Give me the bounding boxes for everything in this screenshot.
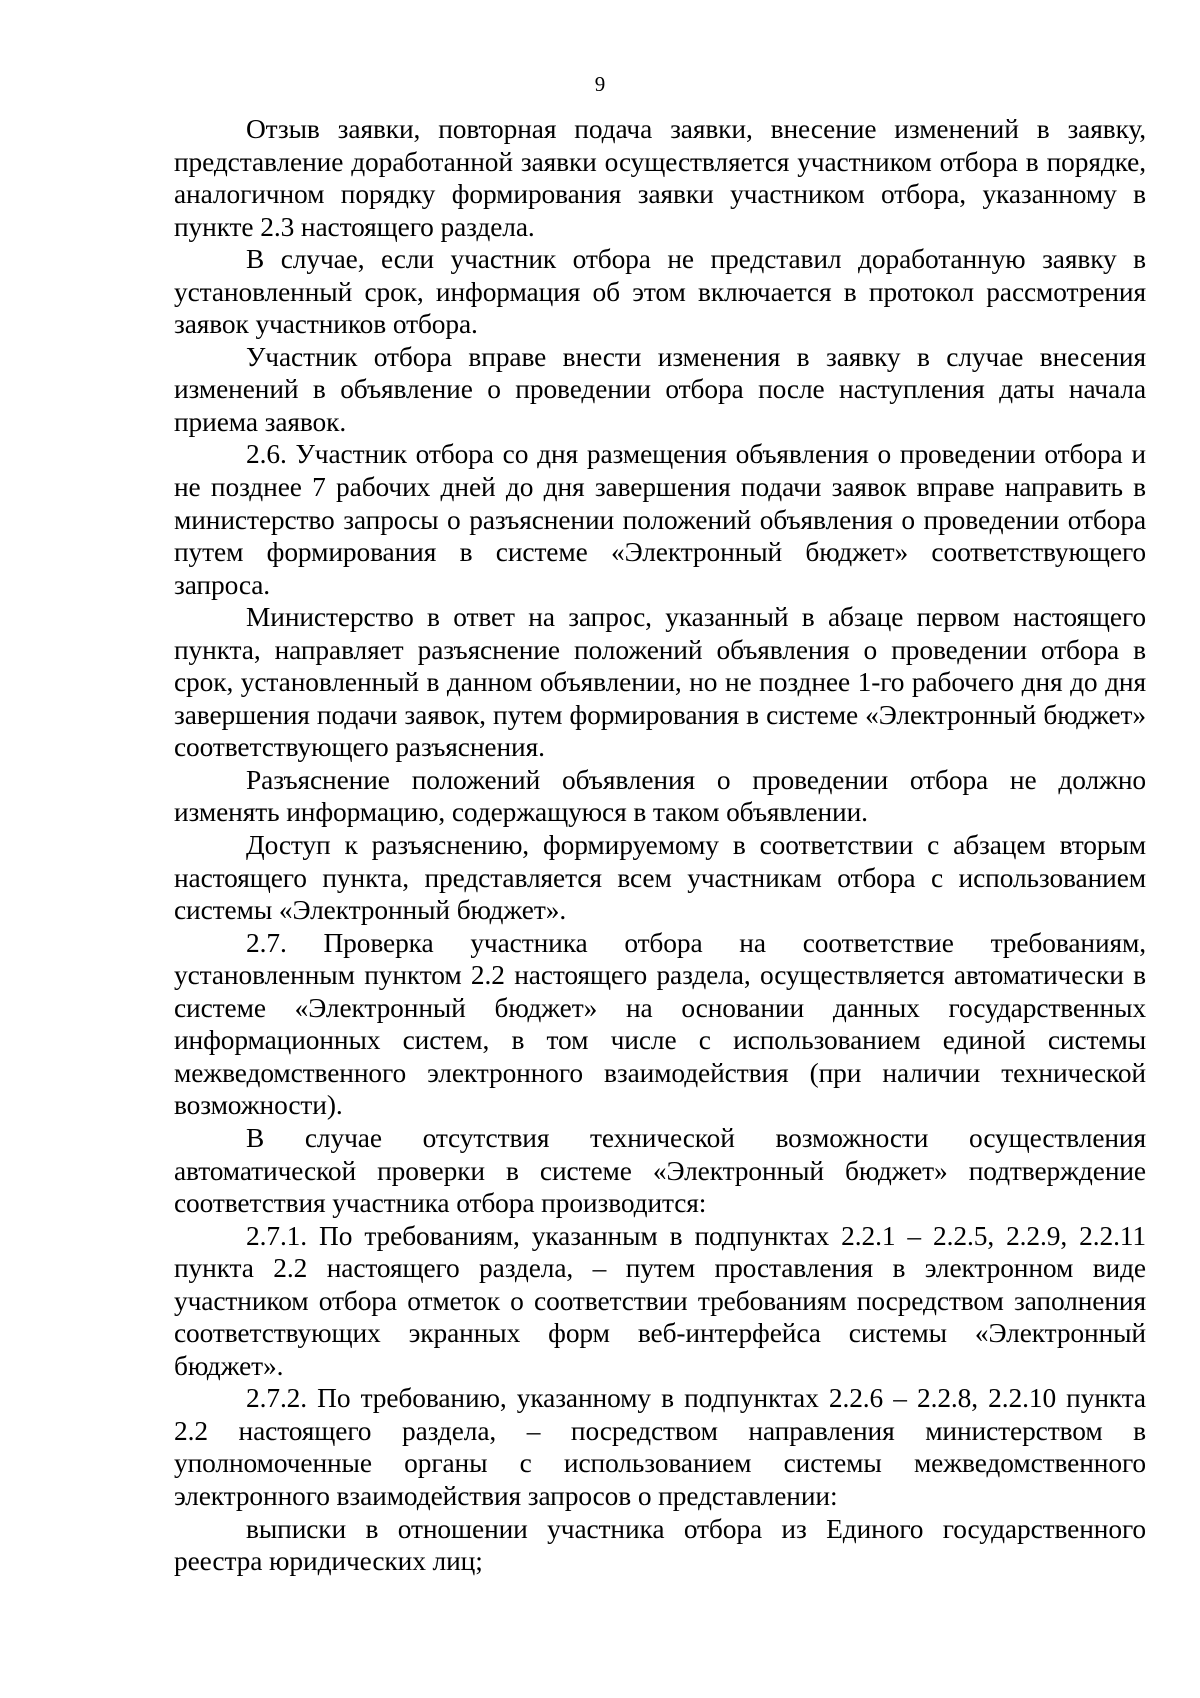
paragraph-clause-2-7: 2.7. Проверка участника отбора на соответствие требованиям, установленным пунктом 2.2 настоящего раздела, осуществляется автоматически в системе «Электронный бюджет» на основании данных государственных информационных систем, в том числе с использованием единой системы межведомственного электронного взаимодействия (при наличии технической возможности). <box>174 927 1146 1121</box>
paragraph-clause-2-7-1: 2.7.1. По требованиям, указанным в подпунктах 2.2.1 – 2.2.5, 2.2.9, 2.2.11 пункта 2.2 настоящего раздела, – путем проставления в электронном виде участником отбора отметок о соответствии требованиям посредством заполнения соответствующих экранных форм веб-интерфейса системы «Электронный бюджет». <box>174 1220 1146 1381</box>
paragraph-changes-after-announcement: Участник отбора вправе внести изменения в заявку в случае внесения изменений в объявление о проведении отбора после наступления даты начала приема заявок. <box>174 341 1146 437</box>
document-body <box>174 113 1146 1578</box>
page-number: 9 <box>594 72 606 96</box>
paragraph-missing-revised-application: В случае, если участник отбора не представил доработанную заявку в установленный срок, информация об этом включается в протокол рассмотрения заявок участников отбора. <box>174 244 1146 340</box>
paragraph-clause-2-6: 2.6. Участник отбора со дня размещения объявления о проведении отбора и не позднее 7 рабочих дней до дня завершения подачи заявок вправе направить в министерство запросы о разъяснении положений объявления о проведении отбора путем формирования в системе «Электронный бюджет» соответствующего запроса. <box>174 439 1146 600</box>
paragraph-clause-2-7-2: 2.7.2. По требованию, указанному в подпунктах 2.2.6 – 2.2.8, 2.2.10 пункта 2.2 настоящего раздела, – посредством направления министерством в уполномоченные органы с использованием системы межведомственного электронного взаимодействия запросов о представлении: <box>174 1383 1146 1511</box>
paragraph-no-automatic-check: В случае отсутствия технической возможности осуществления автоматической проверки в системе «Электронный бюджет» подтверждение соответствия участника отбора производится: <box>174 1122 1146 1219</box>
paragraph-withdrawal-of-application: Отзыв заявки, повторная подача заявки, внесение изменений в заявку, представление доработанной заявки осуществляется участником отбора в порядке, аналогичном порядку формирования заявки участником отбора, указанному в пункте 2.3 настоящего раздела. <box>174 114 1146 242</box>
paragraph-egrul-extract: выписки в отношении участника отбора из Единого государственного реестра юридических лиц; <box>174 1513 1146 1577</box>
paragraph-ministry-response: Министерство в ответ на запрос, указанный в абзаце первом настоящего пункта, направляет разъяснение положений объявления о проведении отбора в срок, установленный в данном объявлении, но не позднее 1-го рабочего дня до дня завершения подачи заявок, путем формирования в системе «Электронный бюджет» соответствующего разъяснения. <box>174 602 1146 763</box>
paragraph-clarification-access: Доступ к разъяснению, формируемому в соответствии с абзацем вторым настоящего пункта, представляется всем участникам отбора с использованием системы «Электронный бюджет». <box>174 830 1146 926</box>
paragraph-clarification-limits: Разъяснение положений объявления о проведении отбора не должно изменять информацию, содержащуюся в таком объявлении. <box>174 764 1146 828</box>
